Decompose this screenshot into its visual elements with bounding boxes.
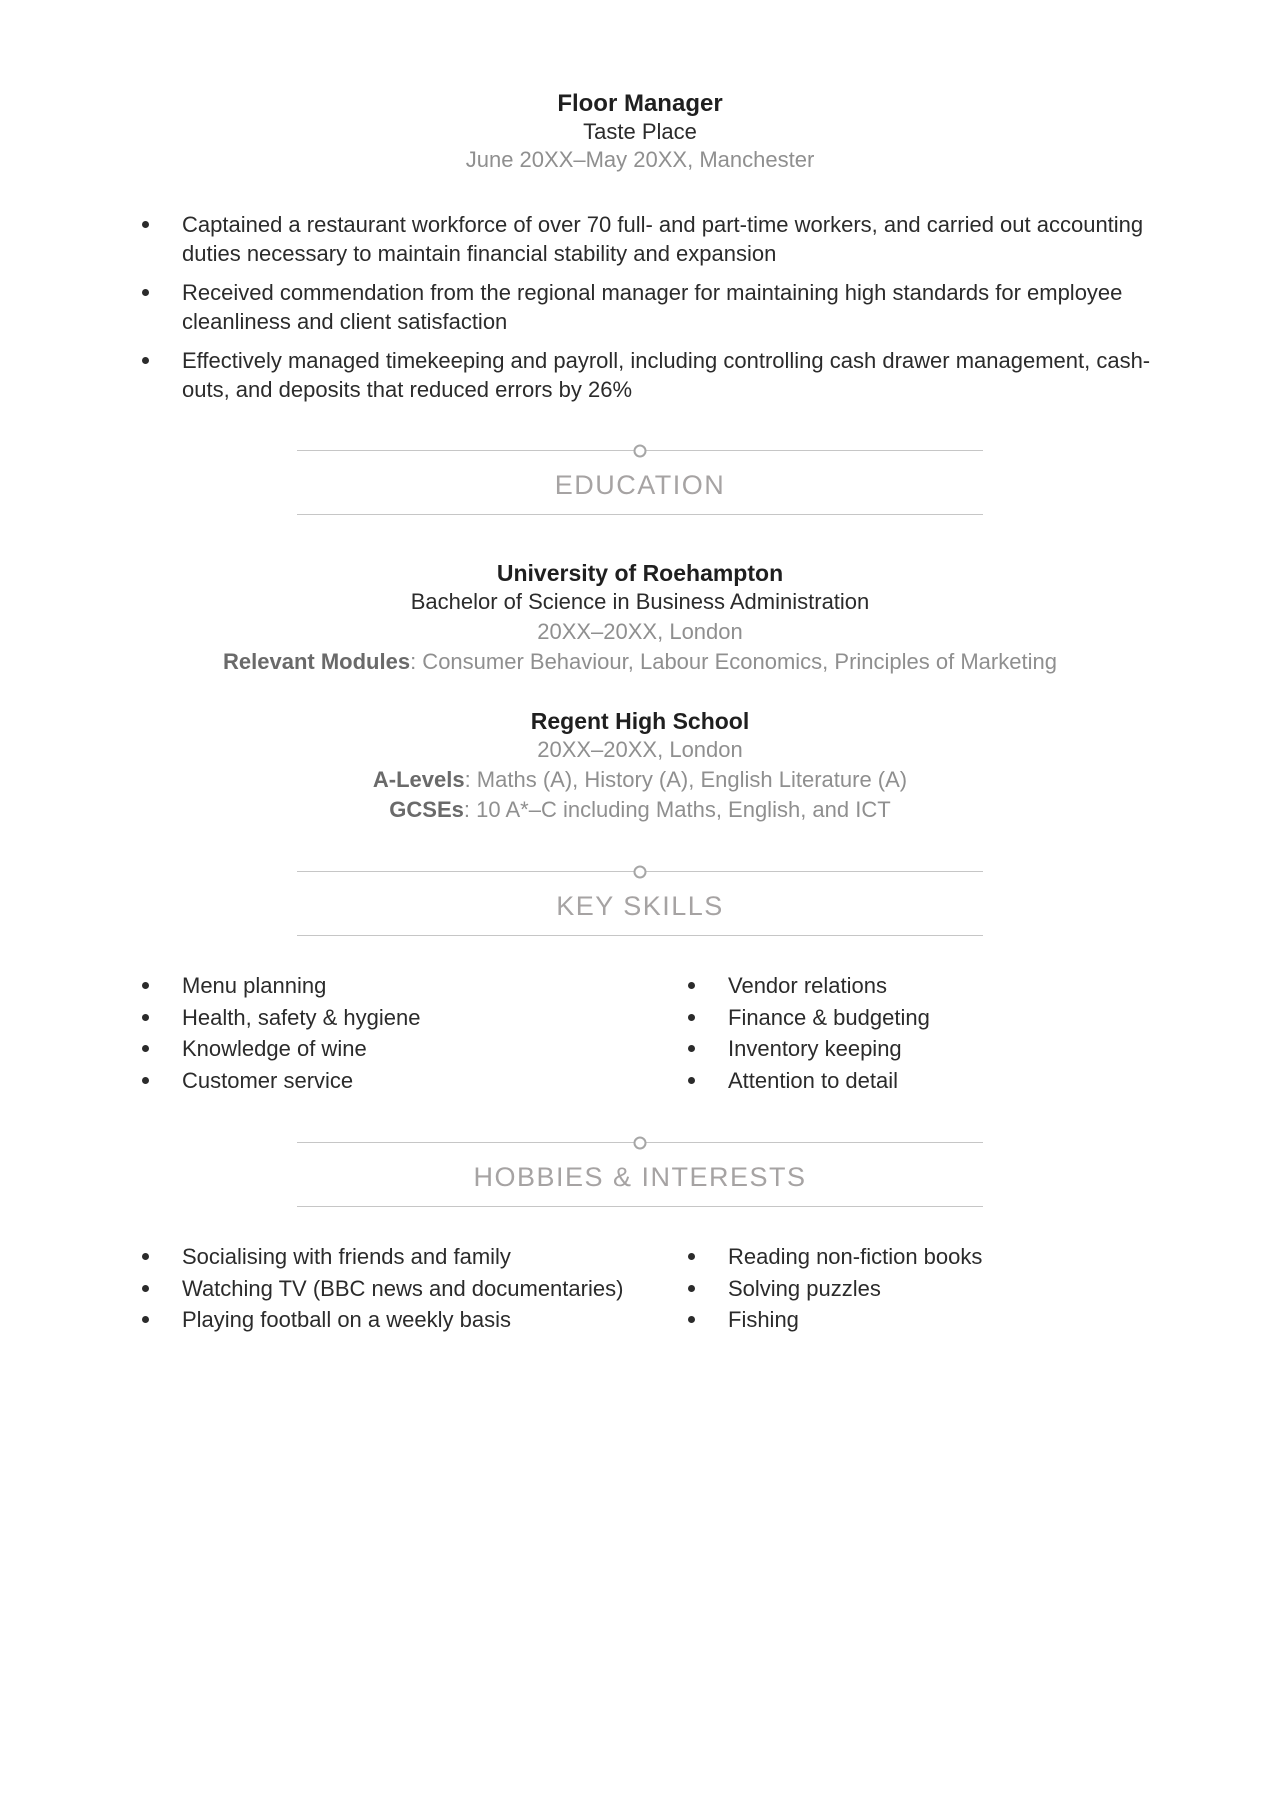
hobbies-list	[122, 1241, 1158, 1336]
divider-circle-icon	[634, 865, 647, 878]
section-header-hobbies	[122, 1142, 1158, 1207]
list-item: Inventory keeping	[668, 1033, 1158, 1065]
list-item: Attention to detail	[668, 1065, 1158, 1097]
list-item: Received commendation from the regional manager for maintaining high standards for employee cleanliness and client satisfaction	[122, 278, 1158, 336]
key-skills-list	[122, 970, 1158, 1096]
section-title-key-skills: KEY SKILLS	[556, 891, 724, 921]
education-entry	[122, 707, 1158, 825]
key-skills-left-column	[122, 970, 668, 1096]
divider-line	[297, 871, 983, 872]
list-item: Solving puzzles	[668, 1273, 1158, 1305]
education-entry	[122, 559, 1158, 677]
divider-line	[297, 1142, 983, 1143]
divider-circle-icon	[634, 444, 647, 457]
degree: Bachelor of Science in Business Administration	[410, 589, 870, 614]
list-item: Fishing	[668, 1304, 1158, 1336]
section-title-education: EDUCATION	[554, 470, 726, 500]
list-item: Watching TV (BBC news and documentaries)	[122, 1273, 668, 1305]
education-detail-value: : Consumer Behaviour, Labour Economics, Principles of Marketing	[410, 649, 1057, 674]
divider-line	[297, 1206, 983, 1207]
section-header-key-skills	[122, 871, 1158, 936]
divider-line	[297, 935, 983, 936]
education-detail	[122, 765, 1158, 795]
list-item: Effectively managed timekeeping and payroll, including controlling cash drawer management, cash-outs, and deposits that reduced errors by 26%	[122, 346, 1158, 404]
job-dates-location: June 20XX–May 20XX, Manchester	[465, 147, 815, 172]
hobbies-left-column	[122, 1241, 668, 1336]
divider-line	[297, 514, 983, 515]
education-dates-location: 20XX–20XX, London	[537, 619, 743, 644]
list-item: Finance & budgeting	[668, 1002, 1158, 1034]
section-title-hobbies: HOBBIES & INTERESTS	[473, 1162, 807, 1192]
school-name: University of Roehampton	[496, 560, 784, 586]
hobbies-right-column	[668, 1241, 1158, 1336]
education-detail-value: : 10 A*–C including Maths, English, and ICT	[463, 797, 891, 822]
education-detail-value: : Maths (A), History (A), English Literature (A)	[464, 767, 908, 792]
job-duty-list	[122, 210, 1158, 404]
list-item: Playing football on a weekly basis	[122, 1304, 668, 1336]
education-detail-label: A-Levels	[372, 767, 465, 792]
list-item: Health, safety & hygiene	[122, 1002, 668, 1034]
school-name: Regent High School	[530, 708, 750, 734]
list-item: Customer service	[122, 1065, 668, 1097]
experience-entry	[122, 90, 1158, 404]
list-item: Reading non-fiction books	[668, 1241, 1158, 1273]
education-detail-label: GCSEs	[389, 797, 464, 822]
experience-header	[122, 90, 1158, 174]
list-item: Menu planning	[122, 970, 668, 1002]
divider-line	[297, 450, 983, 451]
education-detail	[122, 647, 1158, 677]
list-item: Socialising with friends and family	[122, 1241, 668, 1273]
education-dates-location: 20XX–20XX, London	[537, 737, 743, 762]
key-skills-right-column	[668, 970, 1158, 1096]
job-title: Floor Manager	[557, 90, 723, 117]
education-detail-label: Relevant Modules	[223, 649, 411, 674]
divider-circle-icon	[634, 1136, 647, 1149]
list-item: Captained a restaurant workforce of over 70 full- and part-time workers, and carried out accounting duties necessary to maintain financial stability and expansion	[122, 210, 1158, 268]
list-item: Vendor relations	[668, 970, 1158, 1002]
company-name: Taste Place	[583, 119, 697, 144]
education-detail	[122, 795, 1158, 825]
resume-content	[122, 90, 1158, 1336]
section-header-education	[122, 450, 1158, 515]
list-item: Knowledge of wine	[122, 1033, 668, 1065]
education-section	[122, 559, 1158, 825]
